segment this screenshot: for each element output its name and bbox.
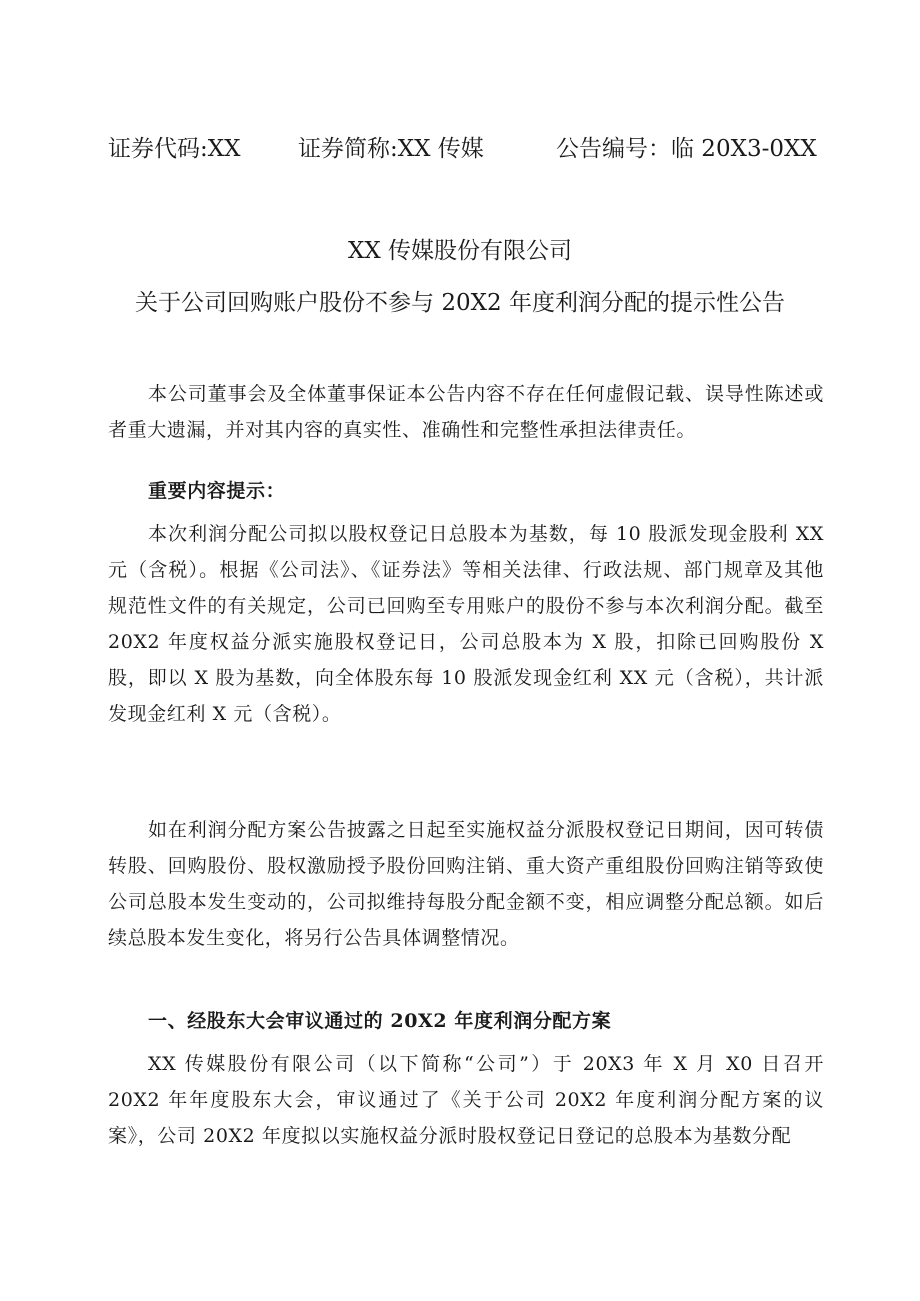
section-1-paragraph: XX 传媒股份有限公司（以下简称“公司”）于 20X3 年 X 月 X0 日召开 20X2 年年度股东大会，审议通过了《关于公司 20X2 年度利润分配方案的议案》，公司 20X2 年度拟以实施权益分派时股权登记日登记的总股本为基数分配 <box>108 1053 824 1147</box>
security-abbreviation: 证券简称:XX 传媒 <box>298 136 484 162</box>
tip-paragraph-2: 如在利润分配方案公告披露之日起至实施权益分派股权登记日期间，因可转债转股、回购股份、股权激励授予股份回购注销、重大资产重组股份回购注销等致使公司总股本发生变动的，公司拟维持每股分配金额不变，相应调整分配总额。如后续总股本发生变化，将另行公告具体调整情况。 <box>108 819 824 949</box>
board-statement: 本公司董事会及全体董事保证本公告内容不存在任何虚假记载、误导性陈述或者重大遗漏，并对其内容的真实性、准确性和完整性承担法律责任。 <box>108 383 824 441</box>
header-line <box>108 130 828 164</box>
section-1-heading: 一、经股东大会审议通过的 20X2 年度利润分配方案 <box>148 1010 612 1032</box>
company-name: XX 传媒股份有限公司 <box>347 238 573 264</box>
security-code: 证券代码:XX <box>108 136 241 162</box>
document-title: 关于公司回购账户股份不参与 20X2 年度利润分配的提示性公告 <box>135 290 785 316</box>
key-tips-heading: 重要内容提示： <box>148 480 286 502</box>
tip-paragraph-1: 本次利润分配公司拟以股权登记日总股本为基数，每 10 股派发现金股利 XX 元（含税）。根据《公司法》、《证券法》等相关法律、行政法规、部门规章及其他规范性文件的有关规定，公司已回购至专用账户的股份不参与本次利润分配。截至 20X2 年度权益分派实施股权登记日，公司总股本为 X 股，扣除已回购股份 X 股，即以 X 股为基数，向全体股东每 10 股派发现金红利 XX 元（含税），共计派发现金红利 X 元（含税）。 <box>108 523 824 725</box>
notice-number: 公告编号：临 20X3-0XX <box>556 136 817 162</box>
